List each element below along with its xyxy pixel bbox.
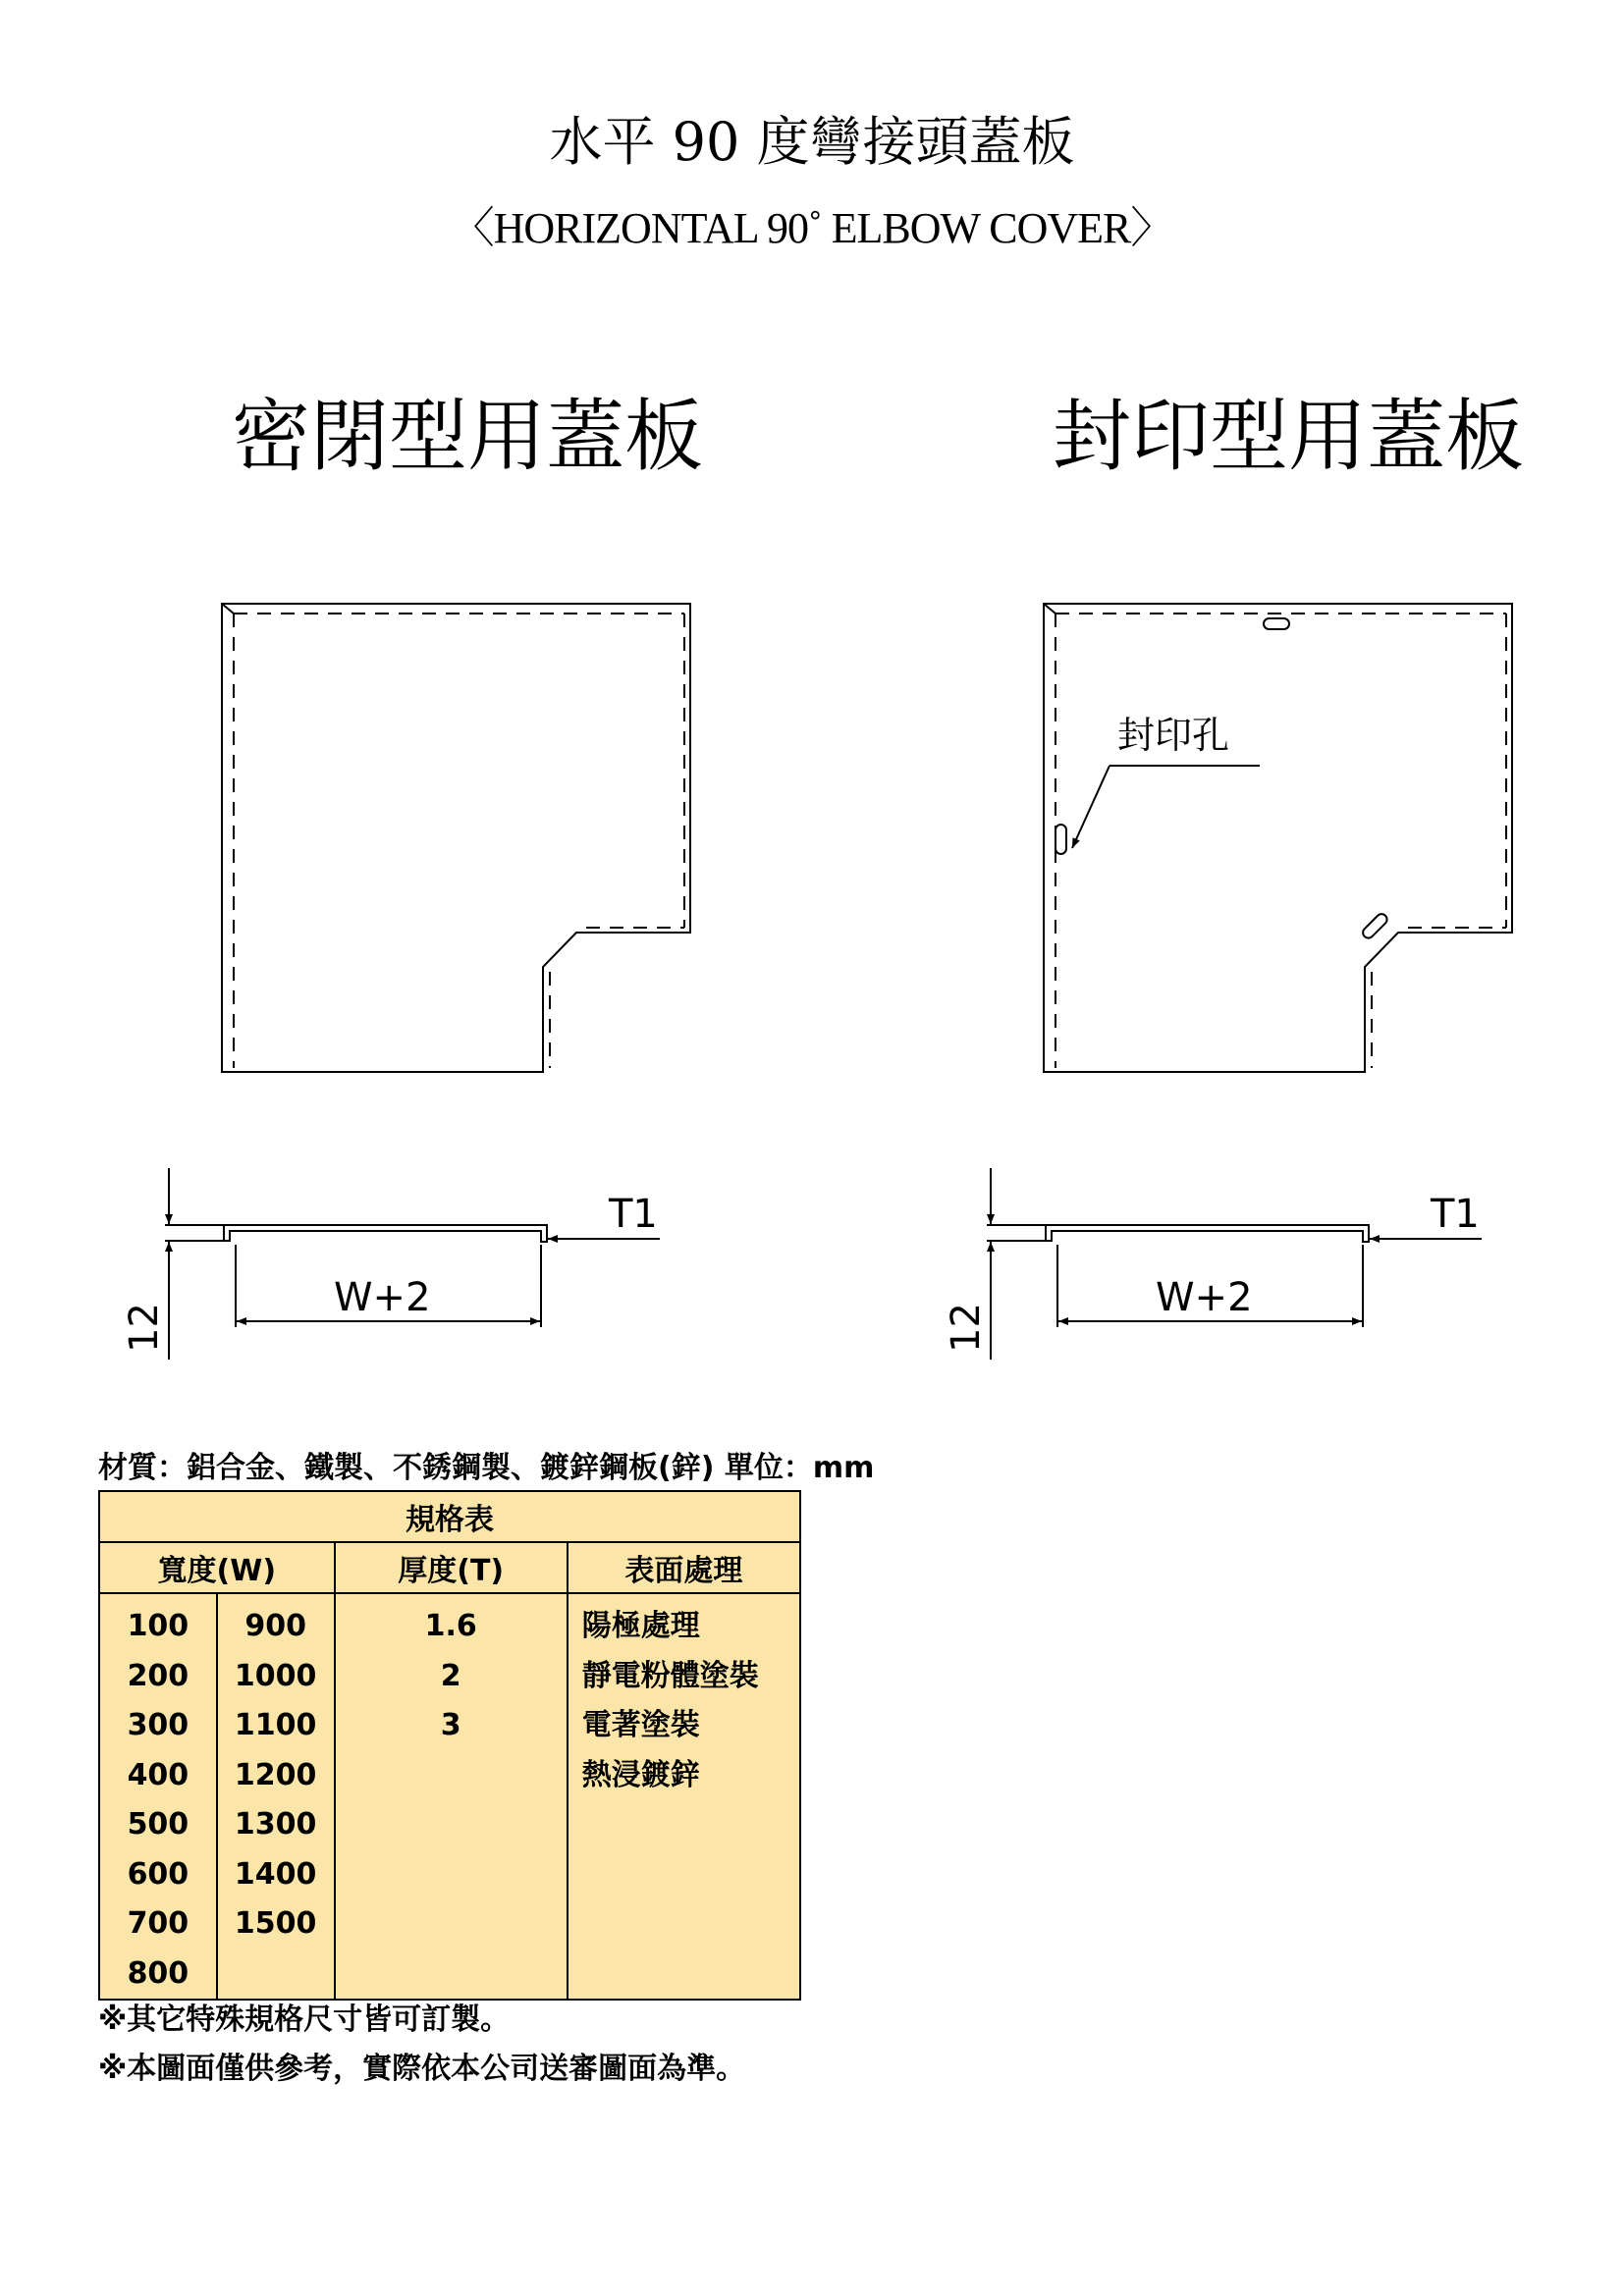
seal-cover-section <box>987 1168 1482 1360</box>
table-title: 規格表 <box>99 1491 800 1542</box>
seal-hole-top <box>1264 618 1289 629</box>
table-cell: 1500 <box>234 1906 317 1941</box>
table-cell: 700 <box>127 1906 189 1941</box>
seal-hole-corner <box>1361 912 1389 940</box>
table-cell: 1.6 <box>424 1609 477 1643</box>
table-cell: 1300 <box>234 1807 317 1842</box>
header-thickness: 厚度(T) <box>335 1542 568 1593</box>
left-h-label: 12 <box>122 1303 167 1353</box>
right-h-label: 12 <box>944 1303 989 1353</box>
sealed-cover-section <box>165 1168 660 1360</box>
table-cell: 100 <box>127 1609 189 1643</box>
table-cell: 1100 <box>234 1708 317 1742</box>
table-cell: 1400 <box>234 1856 317 1892</box>
surface-column <box>568 1593 800 2000</box>
table-cell: 1200 <box>234 1757 317 1792</box>
table-cell: 熱浸鍍鋅 <box>581 1757 700 1792</box>
table-cell: 3 <box>440 1708 461 1742</box>
sealed-type-heading: 密閉型用蓋板 <box>232 391 703 482</box>
page-subtitle: 〈HORIZONTAL 90˚ ELBOW COVER〉 <box>451 204 1173 252</box>
sealed-cover-plan <box>222 604 690 1072</box>
table-cell: 2 <box>440 1658 461 1693</box>
width-column-1 <box>99 1593 217 2000</box>
table-cell: 陽極處理 <box>581 1609 700 1643</box>
table-cell: 200 <box>127 1658 189 1693</box>
page-title: 水平 90 度彎接頭蓋板 <box>549 111 1075 173</box>
table-cell: 靜電粉體塗裝 <box>581 1658 759 1693</box>
seal-cover-plan <box>1044 604 1512 1072</box>
header-width: 寬度(W) <box>99 1542 335 1593</box>
width-column-2 <box>217 1593 335 2000</box>
header-surface: 表面處理 <box>568 1542 800 1593</box>
seal-hole-left <box>1056 825 1066 854</box>
left-t1-label: T1 <box>609 1192 658 1237</box>
left-w-label: W+2 <box>334 1275 431 1320</box>
note-custom: ※其它特殊規格尺寸皆可訂製。 <box>98 2002 511 2037</box>
spec-table <box>98 1490 801 2001</box>
table-cell: 600 <box>127 1856 189 1892</box>
right-w-label: W+2 <box>1156 1275 1253 1320</box>
thickness-column <box>335 1593 568 2000</box>
table-cell: 900 <box>244 1609 306 1643</box>
right-t1-label: T1 <box>1431 1192 1480 1237</box>
material-line: 材質：鋁合金、鐵製、不銹鋼製、鍍鋅鋼板(鋅) 單位：mm <box>98 1451 875 1485</box>
table-cell: 電著塗裝 <box>581 1708 700 1742</box>
table-cell: 800 <box>127 1955 189 1991</box>
table-cell: 300 <box>127 1708 189 1742</box>
table-cell: 400 <box>127 1757 189 1792</box>
seal-hole-label: 封印孔 <box>1117 714 1230 757</box>
note-reference: ※本圖面僅供參考，實際依本公司送審圖面為準。 <box>98 2052 746 2086</box>
seal-type-heading: 封印型用蓋板 <box>1053 391 1524 482</box>
table-cell: 1000 <box>234 1658 317 1693</box>
table-cell: 500 <box>127 1807 189 1842</box>
